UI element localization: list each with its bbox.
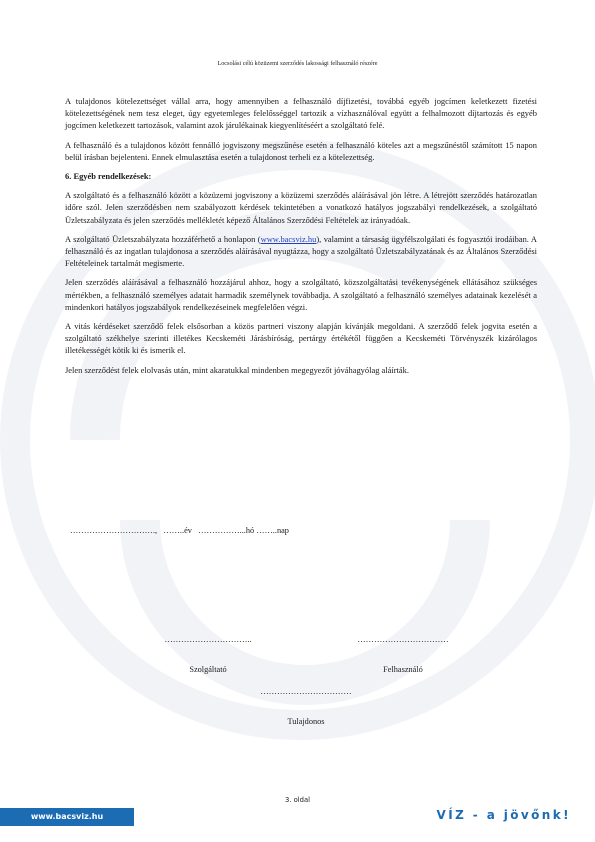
signature-provider-label: Szolgáltató xyxy=(189,665,227,674)
page-number: 3. oldal xyxy=(284,796,311,804)
paragraph-owner-liability: A tulajdonos kötelezettséget vállal arra, hogy amennyiben a felhasználó díjfizetési, továbbá egyéb jogcímen keletkezett fizetési kötelezettségének nem tesz eleget, úgy egyetemleges felelősséggel tartozik a vízhasználóval együtt a felhalmozott díjtartozás és egyéb jogcímen keletkezett tartozások, valamint azok járulékainak kiegyenlítéséért a szolgáltató felé. xyxy=(65,96,537,131)
footer-url-bar xyxy=(0,808,134,826)
paragraph-dispute-resolution: A vitás kérdéseket szerződő felek elsősorban a közös partneri viszony alapján kívánják megoldani. A szerződő felek jogvita esetén a szolgáltató székhelye szerinti illetékes Kecskeméti Járásbíróság, pertárgy értékétől függően a Kecskeméti Törvényszék kizárólagos illetékességét kötik ki és ismerik el. xyxy=(65,321,537,356)
signature-owner xyxy=(236,669,376,735)
signature-owner-label: Tulajdonos xyxy=(287,717,325,726)
paragraph-termination-notice: A felhasználó és a tulajdonos között fennálló jogviszony megszűnése esetén a felhasználó köteles azt a megszűnéstől számított 15 napon belül írásban bejelenteni. Ennek elmulasztása esetén a tulajdonost terheli ez a kötelezettség. xyxy=(65,139,537,162)
document-body xyxy=(65,95,537,383)
paragraph-contract-formation: A szolgáltató és a felhasználó között a közüzemi jogviszony a közüzemi szerződés aláírásával jön létre. A létrejött szerződés határozatlan időre szól. Jelen szerződésben nem szabályozott kérdések tekintetében a vonatkozó hatályos jogszabályi rendelkezések, a szolgáltató Üzletszabályzata és jelen szerződés mellékletét képező Általános Szerződési Feltételek az irányadóak. xyxy=(65,190,537,225)
section-heading-other-provisions: 6. Egyéb rendelkezések: xyxy=(65,171,152,182)
signature-user-line: …………………………… xyxy=(357,635,449,644)
footer-slogan: VÍZ - a jövőnk! xyxy=(436,808,571,822)
signature-owner-line: …………………………… xyxy=(260,687,352,696)
paragraph-business-rules xyxy=(65,233,537,270)
footer-url[interactable]: www.bacsviz.hu xyxy=(30,812,104,821)
signature-provider-line: ………………………….. xyxy=(164,635,252,644)
page-header-title: Locsolási célú közüzemi szerződés lakossági felhasználó részére xyxy=(217,60,378,67)
paragraph-business-rules-end: ), valamint a társaság ügyfélszolgálati és fogyasztói irodáiban. A felhasználó és az ingatlan tulajdonosa a szerződés aláírásával nyugtázza, hogy a szolgáltató Üzletszabályzatának és az Általános Szerződési Feltételeinek tartalmát megismerte. xyxy=(65,233,537,269)
paragraph-signing-statement: Jelen szerződést felek elolvasás után, mint akaratukkal mindenben megegyezőt jóváhagyólag aláírták. xyxy=(65,364,409,375)
paragraph-data-processing: Jelen szerződés aláírásával a felhasználó hozzájárul ahhoz, hogy a szolgáltató, közszolgáltatási tevékenységének ellátásához szükséges mértékben, a felhasználó személyes adatait harmadik személynek továbbadja. A szolgáltató a felhasználó személyes adatainak kezelését a mindenkori hatályos jogszabályok rendelkezéseinek megfelelően végzi. xyxy=(65,277,537,312)
signature-user-label: Felhasználó xyxy=(383,665,423,674)
website-link[interactable]: www.bacsviz.hu xyxy=(260,233,317,244)
date-place-line: …………………………., ……..év ……………...hó ……..nap xyxy=(70,526,289,535)
paragraph-business-rules-start: A szolgáltató Üzletszabályzata hozzáférhető a honlapon ( xyxy=(65,233,261,244)
